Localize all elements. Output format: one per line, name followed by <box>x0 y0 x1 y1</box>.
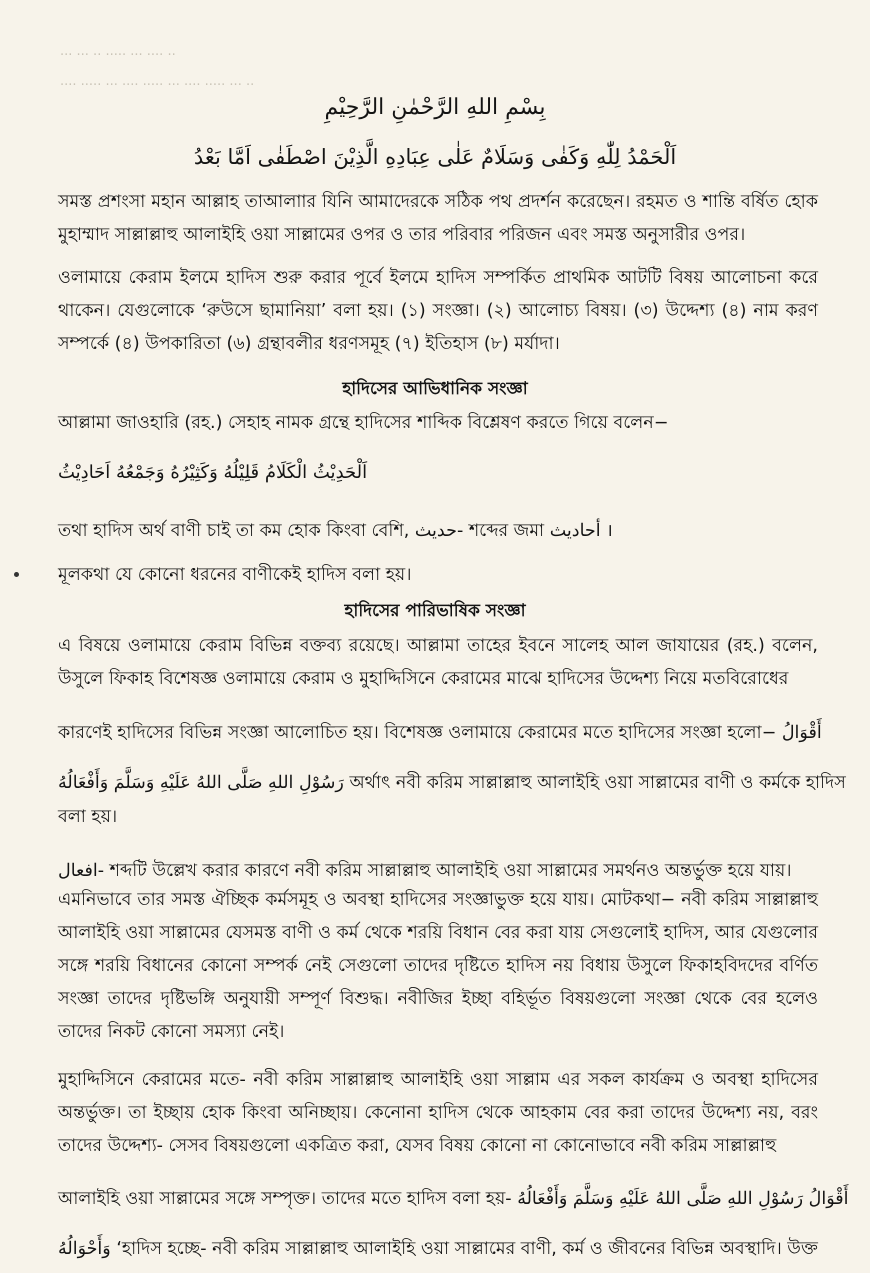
ink-spot <box>14 572 19 577</box>
jawhari-paragraph: আল্লামা জাওহারি (রহ.) সেহাহ নামক গ্রন্থে হাদিসের শাব্দিক বিশ্লেষণ করতে গিয়ে বলেন− <box>58 413 669 433</box>
final-text: ‘হাদিস হচ্ছে- নবী করিম সাল্লাল্লাহু আলাইহি ওয়া সাল্লামের বাণী, কর্ম ও জীবনের বিভিন্ন অবস্থাদি। উক্ত <box>116 1239 818 1259</box>
eight-topics-paragraph: ওলামায়ে কেরাম ইলমে হাদিস শুরু করার পূর্বে ইলমে হাদিস সম্পর্কিত প্রাথমিক আটটি বিষয় আলোচনা করে থাকেন। যেগুলোকে ‘রুউসে ছামানিয়া’ বলা হয়। (১) সংজ্ঞা। (২) আলোচ্য বিষয়। (৩) উদ্দেশ্য (৪) নাম করণ সম্পর্কে (৪) উপকারিতা (৬) গ্রন্থাবলীর ধরণসমূহ (৭) ইতিহাস (৮) মর্যাদা। <box>58 268 818 354</box>
arabic-muhaddithin-definition: أَقْوَالُ رَسُوْلِ اللهِ صَلَّى اللهُ عَلَيْهِ وَسَلَّمَ وَأَفْعَالُهُ <box>517 1189 849 1209</box>
summary-line: মূলকথা যে কোনো ধরনের বাণীকেই হাদিস বলা হয়। <box>58 565 412 585</box>
arabic-word-ahadith: أحاديث <box>549 521 601 541</box>
arabic-afaal: افعال <box>58 861 98 881</box>
arabic-aqwal: أَقْوَالُ <box>781 723 822 743</box>
definition-line-2 <box>58 770 846 799</box>
hamd-line: اَلْحَمْدُ لِلّٰهِ وَكَفٰى وَسَلَامٌ عَلٰى عِبَادِهِ الَّذِيْنَ اصْطَفٰى اَمَّا بَعْدُ <box>193 145 677 169</box>
final-line <box>58 1236 818 1265</box>
meaning-text-end: । <box>606 521 613 541</box>
arabic-definition: رَسُوْلِ اللهِ صَلَّى اللهُ عَلَيْهِ وَسَلَّمَ وَأَفْعَالُهُ <box>58 773 344 793</box>
definition-meaning: অর্থাৎ নবী করিম সাল্লাল্লাহু আলাইহি ওয়া সাল্লামের বাণী ও কর্মকে হাদিস <box>349 773 846 793</box>
definition-text: কারণেই হাদিসের বিভিন্ন সংজ্ঞা আলোচিত হয়। বিশেষজ্ঞ ওলামায়ে কেরামের মতে হাদিসের সংজ্ঞা হলো− <box>58 723 777 743</box>
bleed-through-text: ··· ··· ·· ····· ··· ···· ·· <box>60 48 176 63</box>
technical-paragraph: এ বিষয়ে ওলামায়ে কেরাম বিভিন্ন বক্তব্য রয়েছে। আল্লামা তাহের ইবনে সালেহ আল জাযায়ের (রহ.) বলেন, উসুলে ফিকাহ বিশেষজ্ঞ ওলামায়ে কেরাম ও মুহাদ্দিসিনে কেরামের মাঝে হাদিসের উদ্দেশ্য নিয়ে মতবিরোধের <box>58 636 818 689</box>
bleed-through-text: ···· ····· ··· ···· ····· ··· ···· ····· ··· ·· <box>60 78 255 93</box>
muhaddithin-text: আলাইহি ওয়া সাল্লামের সঙ্গে সম্পৃক্ত। তাদের মতে হাদিস বলা হয়- <box>58 1189 512 1209</box>
intro-paragraph: সমস্ত প্রশংসা মহান আল্লাহ তাআলাার যিনি আমাদেরকে সঠিক পথ প্রদর্শন করেছেন। রহমত ও শান্তি বর্ষিত হোক মুহাম্মাদ সাল্লাল্লাহু আলাইহি ওয়া সাল্লামের ওপর ও তার পরিবার পরিজন এবং সমস্ত অনুসারীর ওপর। <box>58 192 818 245</box>
meaning-line <box>58 518 818 547</box>
arabic-word-hadith: حديث <box>414 521 457 541</box>
section-heading-lexical: হাদিসের আভিধানিক সংজ্ঞা <box>342 379 528 399</box>
muhaddithin-paragraph: মুহাদ্দিসিনে কেরামের মতে- নবী করিম সাল্লাল্লাহু আলাইহি ওয়া সাল্লাম এর সকল কার্যক্রম ও অবস্থা হাদিসের অন্তর্ভুক্ত। তা ইচ্ছায় হোক কিংবা অনিচ্ছায়। কেনোনা হাদিস থেকে আহকাম বের করা তাদের উদ্দেশ্য নয়, বরং তাদের উদ্দেশ্য- সেসব বিষয়গুলো একত্রিত করা, যেসব বিষয় কোনো না কোনোভাবে নবী করিম সাল্লাল্লাহু <box>58 1070 818 1156</box>
afaal-line <box>58 858 818 887</box>
definition-end: বলা হয়। <box>58 807 118 827</box>
usul-paragraph: এমনিভাবে তার সমস্ত ঐচ্ছিক কর্মসমূহ ও অবস্থা হাদিসের সংজ্ঞাভুক্ত হয়ে যায়। মোটকথা− নবী করিম সাল্লাল্লাহু আলাইহি ওয়া সাল্লামের যেসমস্ত বাণী ও কর্ম থেকে শরয়ি বিধান বের করা যায় সেগুলোই হাদিস, আর যেগুলোর সঙ্গে শরয়ি বিধানের কোনো সম্পর্ক নেই সেগুলো তাদের দৃষ্টিতে হাদিস নয় বিধায় উসুলে ফিকাহবিদদের বর্ণিত সংজ্ঞা তাদের দৃষ্টিভঙ্গি অনুযায়ী সম্পূর্ণ বিশুদ্ধ। নবীজির ইচ্ছা বহির্ভূত বিষয়গুলো সংজ্ঞা থেকে বের হলেও তাদের নিকট কোনো সমস্যা নেই। <box>58 890 818 1042</box>
section-heading-technical: হাদিসের পারিভাষিক সংজ্ঞা <box>344 601 526 621</box>
definition-line <box>58 720 822 749</box>
arabic-quote: اَلْحَدِيْثُ الْكَلَامُ قَلِيْلُهُ وَكَثِيْرُهُ وَجَمْعُهُ اَحَادِيْثُ <box>58 462 368 483</box>
muhaddithin-definition-line <box>58 1186 849 1215</box>
basmala: بِسْمِ اللهِ الرَّحْمٰنِ الرَّحِيْمِ <box>324 95 546 120</box>
afaal-text: - শব্দটি উল্লেখ করার কারণে নবী করিম সাল্লাল্লাহু আলাইহি ওয়া সাল্লামের সমর্থনও অন্তর্ভুক্ত হয়ে যায়। <box>97 861 792 881</box>
meaning-text: তথা হাদিস অর্থ বাণী চাই তা কম হোক কিংবা বেশি, <box>58 521 410 541</box>
meaning-text-mid: - শব্দের জমা <box>456 521 545 541</box>
arabic-ahwal: وَأَحْوَالُهُ <box>58 1239 111 1259</box>
